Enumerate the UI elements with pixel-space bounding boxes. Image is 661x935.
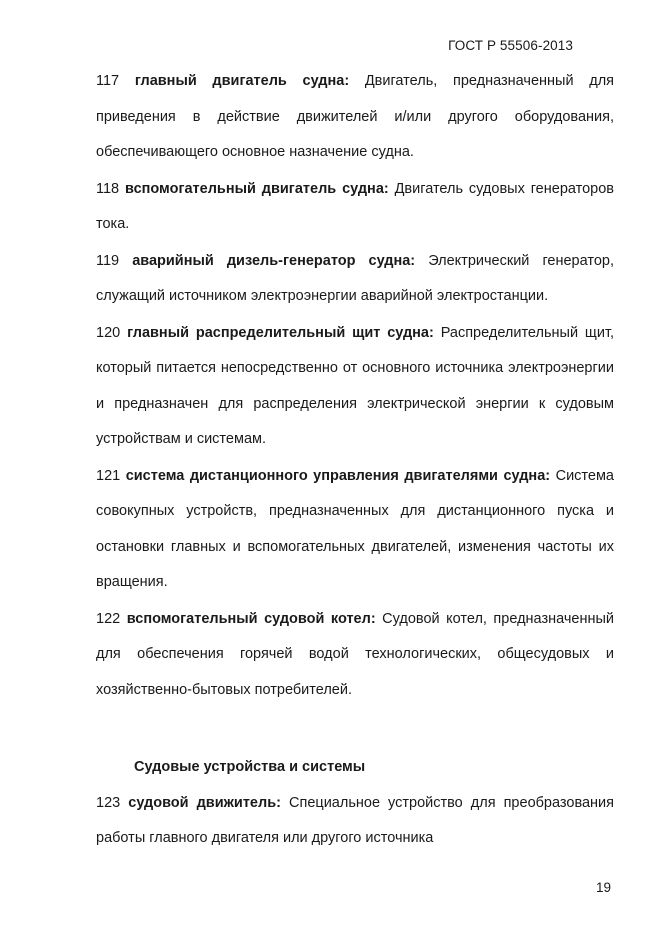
document-code: ГОСТ Р 55506-2013 bbox=[448, 38, 573, 53]
entry-definition: Судовой котел, предназначенный для обеспечения горячей водой технологических, общесудовых и хозяйственно-бытовых потребителей. bbox=[96, 610, 615, 698]
entry-definition: Распределительный щит, который питается непосредственно от основного источника электроэнергии и предназначен для распределения электрической энергии к судовым устройствам и системам. bbox=[96, 324, 615, 447]
entry-number: 120 bbox=[96, 324, 121, 341]
entry-term: главный двигатель судна: bbox=[134, 73, 350, 89]
entry-number: 119 bbox=[96, 252, 120, 269]
entry-definition: Система совокупных устройств, предназначенных для дистанционного пуска и остановки главных и вспомогательных двигателей, изменения частоты их вращения. bbox=[96, 467, 614, 590]
entry-term: вспомогательный двигатель судна: bbox=[125, 180, 389, 197]
entry-number: 117 bbox=[96, 73, 120, 89]
term-entry-121 bbox=[96, 459, 614, 601]
entry-term: аварийный дизель-генератор судна: bbox=[132, 252, 416, 269]
term-entry-117 bbox=[96, 64, 614, 171]
term-entry-123 bbox=[96, 786, 614, 857]
entry-term: главный распределительный щит судна: bbox=[127, 324, 434, 341]
entry-definition: Электрический генератор, служащий источником электроэнергии аварийной электростанции. bbox=[96, 252, 614, 304]
entry-number: 123 bbox=[96, 794, 121, 811]
entry-number: 118 bbox=[96, 180, 120, 197]
section-heading: Судовые устройства и системы bbox=[134, 759, 366, 775]
page-content bbox=[96, 64, 614, 857]
entry-definition: Специальное устройство для преобразования работы главного двигателя или другого источника bbox=[96, 794, 615, 846]
page-number: 19 bbox=[595, 880, 611, 895]
entry-number: 121 bbox=[96, 467, 121, 484]
term-entry-119 bbox=[96, 244, 614, 315]
term-entry-118 bbox=[96, 172, 614, 243]
entry-definition: Двигатель судовых генераторов тока. bbox=[96, 180, 614, 232]
term-entry-120 bbox=[96, 316, 614, 458]
entry-term: система дистанционного управления двигателями судна: bbox=[125, 467, 551, 484]
entry-term: судовой движитель: bbox=[128, 794, 281, 811]
entry-number: 122 bbox=[96, 610, 121, 627]
entry-term: вспомогательный судовой котел: bbox=[126, 610, 376, 627]
term-entry-122 bbox=[96, 602, 614, 709]
entry-definition: Двигатель, предназначенный для приведения в действие движителей и/или другого оборудования, обеспечивающего основное назначение судна. bbox=[96, 73, 615, 160]
